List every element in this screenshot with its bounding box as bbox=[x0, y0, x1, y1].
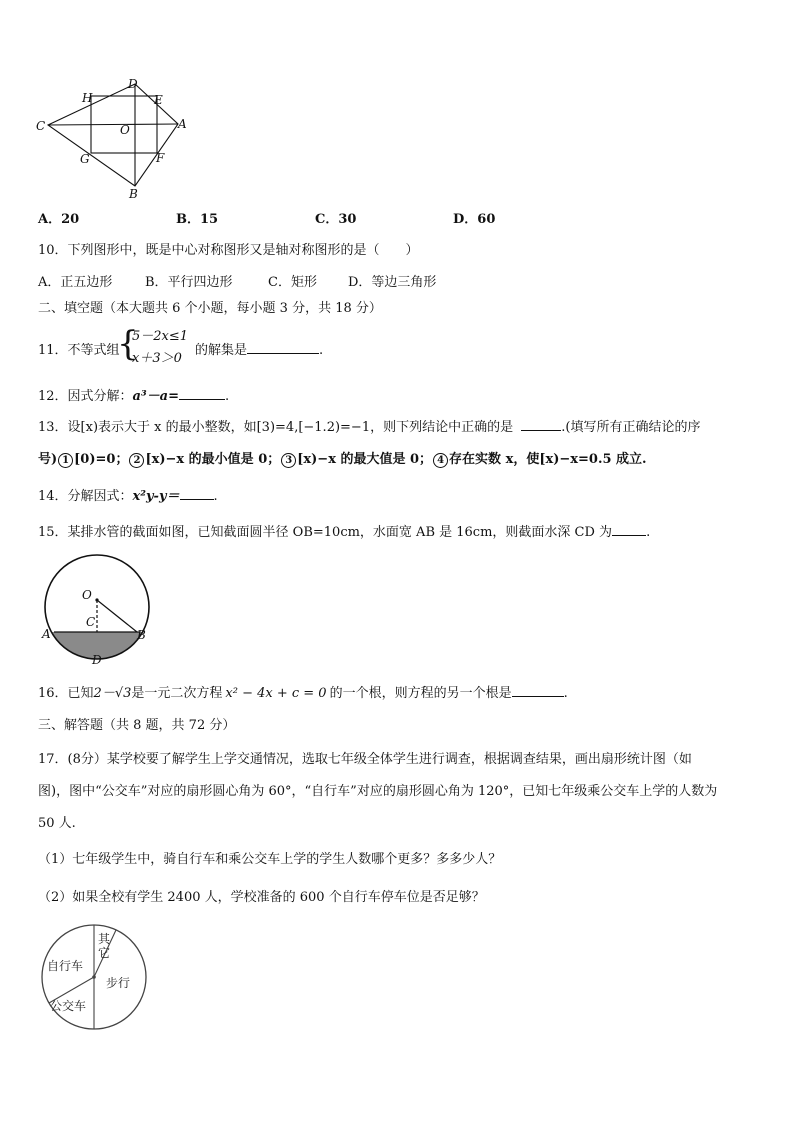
q17-line3: 50 人. bbox=[38, 816, 76, 831]
q17-subquestion-1: （1）七年级学生中，骑自行车和乘公交车上学的学生人数哪个更多？多多少人？ bbox=[38, 852, 502, 867]
q11-brace: { bbox=[117, 324, 139, 364]
q16-root: 2－√3 bbox=[93, 686, 132, 701]
q16-question bbox=[38, 682, 568, 701]
circled-4: 4 bbox=[433, 453, 448, 468]
q11-line1: 5－2x≤1 bbox=[132, 329, 189, 344]
label-O: O bbox=[120, 123, 130, 137]
q9-option-d: D．60 bbox=[453, 212, 496, 227]
pie-label-bike: 自行车 bbox=[47, 959, 84, 973]
q13-line1 bbox=[38, 416, 700, 435]
label-H: H bbox=[82, 91, 93, 105]
q10-option-c: C．矩形 bbox=[268, 275, 317, 290]
label-D: D bbox=[128, 77, 138, 91]
label-B: B bbox=[137, 628, 146, 642]
q14-question bbox=[38, 485, 218, 504]
q17-subquestion-2: （2）如果全校有学生 2400 人，学校准备的 600 个自行车停车位是否足够？ bbox=[38, 890, 485, 905]
q9-option-c: C．30 bbox=[315, 212, 357, 227]
label-D: D bbox=[92, 653, 102, 667]
q13-line2-prefix: 号) bbox=[38, 452, 58, 467]
q16-mid: 是一元二次方程 bbox=[131, 686, 223, 701]
q16-suffix: 的一个根，则方程的另一个根是 bbox=[329, 686, 512, 701]
circled-1: 1 bbox=[58, 453, 73, 468]
section-3-title: 三、解答题（共 8 题，共 72 分） bbox=[38, 718, 236, 733]
q11-answer-blank[interactable] bbox=[247, 341, 319, 354]
label-A: A bbox=[178, 117, 187, 131]
label-A: A bbox=[42, 627, 51, 641]
circled-2: 2 bbox=[129, 453, 144, 468]
quadrilateral-figure bbox=[30, 72, 200, 202]
q12-end: . bbox=[224, 389, 230, 404]
circled-3: 3 bbox=[281, 453, 296, 468]
q13-s2: [x)−x 的最小值是 0； bbox=[145, 452, 281, 467]
label-C: C bbox=[86, 615, 96, 629]
q15-end: . bbox=[646, 525, 651, 540]
q10-option-d: D．等边三角形 bbox=[348, 275, 437, 290]
q11-suffix-text: 的解集是 bbox=[195, 343, 248, 358]
label-E: E bbox=[154, 93, 163, 107]
q15-text: 15．某排水管的截面如图，已知截面圆半径 OB=10cm，水面宽 AB 是 16cm，则截面水深 CD 为 bbox=[38, 525, 613, 540]
q13-tail: .(填写所有正确结论的序 bbox=[561, 420, 701, 435]
q9-option-b: B．15 bbox=[176, 212, 219, 227]
q14-answer-blank[interactable] bbox=[180, 487, 214, 500]
label-O: O bbox=[82, 588, 92, 602]
q15-question bbox=[38, 521, 650, 540]
pie-label-other-2: 它 bbox=[98, 946, 111, 960]
q13-s4: 存在实数 x，使[x)−x=0.5 成立. bbox=[449, 452, 647, 467]
q16-prefix: 16．已知 bbox=[38, 686, 94, 701]
pie-chart-figure bbox=[34, 922, 160, 1032]
q12-prefix: 12．因式分解： bbox=[38, 389, 133, 404]
section-2-title: 二、填空题（本大题共 6 个小题，每小题 3 分，共 18 分） bbox=[38, 301, 382, 316]
pie-label-bus: 公交车 bbox=[50, 999, 87, 1013]
q13-line2 bbox=[38, 448, 647, 468]
q17-line1: 17．(8分）某学校要了解学生上学交通情况，选取七年级全体学生进行调查，根据调查结果，画出扇形统计图（如 bbox=[38, 752, 692, 767]
label-G: G bbox=[80, 152, 90, 166]
q14-expr: x²y-y＝ bbox=[132, 489, 180, 504]
label-C: C bbox=[36, 119, 46, 133]
q14-end: . bbox=[213, 489, 218, 504]
q10-option-a: A．正五边形 bbox=[38, 275, 113, 290]
q17-line2: 图)，图中“公交车”对应的扇形圆心角为 60°，“自行车”对应的扇形圆心角为 120°，已知七年级乘公交车上学的人数为 bbox=[38, 784, 718, 799]
q9-option-a: A．20 bbox=[38, 212, 80, 227]
q10-option-b: B．平行四边形 bbox=[145, 275, 233, 290]
label-F: F bbox=[156, 151, 165, 165]
q13-text: 13．设[x)表示大于 x 的最小整数，如[3)=4,[−1.2)=−1，则下列结论中正确的是 bbox=[38, 420, 514, 435]
q13-answer-blank[interactable] bbox=[521, 418, 561, 431]
q15-answer-blank[interactable] bbox=[612, 523, 646, 536]
pipe-cross-section-figure bbox=[38, 546, 150, 668]
label-B: B bbox=[129, 187, 138, 201]
q12-expr: a³－a= bbox=[132, 389, 179, 404]
q10-question: 10．下列图形中，既是中心对称图形又是轴对称图形的是（ ） bbox=[38, 243, 419, 258]
q13-s1: [0)=0； bbox=[74, 452, 129, 467]
q11-prefix: 11．不等式组 bbox=[38, 343, 120, 358]
q12-question bbox=[38, 385, 229, 404]
q16-equation: x² − 4x + c = 0 bbox=[225, 686, 327, 701]
q14-prefix: 14．分解因式： bbox=[38, 489, 133, 504]
q11-suffix: 的解集是 . bbox=[195, 343, 324, 358]
pie-label-other-1: 其 bbox=[98, 932, 111, 946]
q11-line2: x＋3＞0 bbox=[132, 351, 182, 366]
q16-end: . bbox=[563, 686, 568, 701]
pie-label-walk: 步行 bbox=[106, 976, 131, 990]
q12-answer-blank[interactable] bbox=[179, 387, 225, 400]
q13-s3: [x)−x 的最大值是 0； bbox=[297, 452, 433, 467]
q16-answer-blank[interactable] bbox=[512, 684, 564, 697]
